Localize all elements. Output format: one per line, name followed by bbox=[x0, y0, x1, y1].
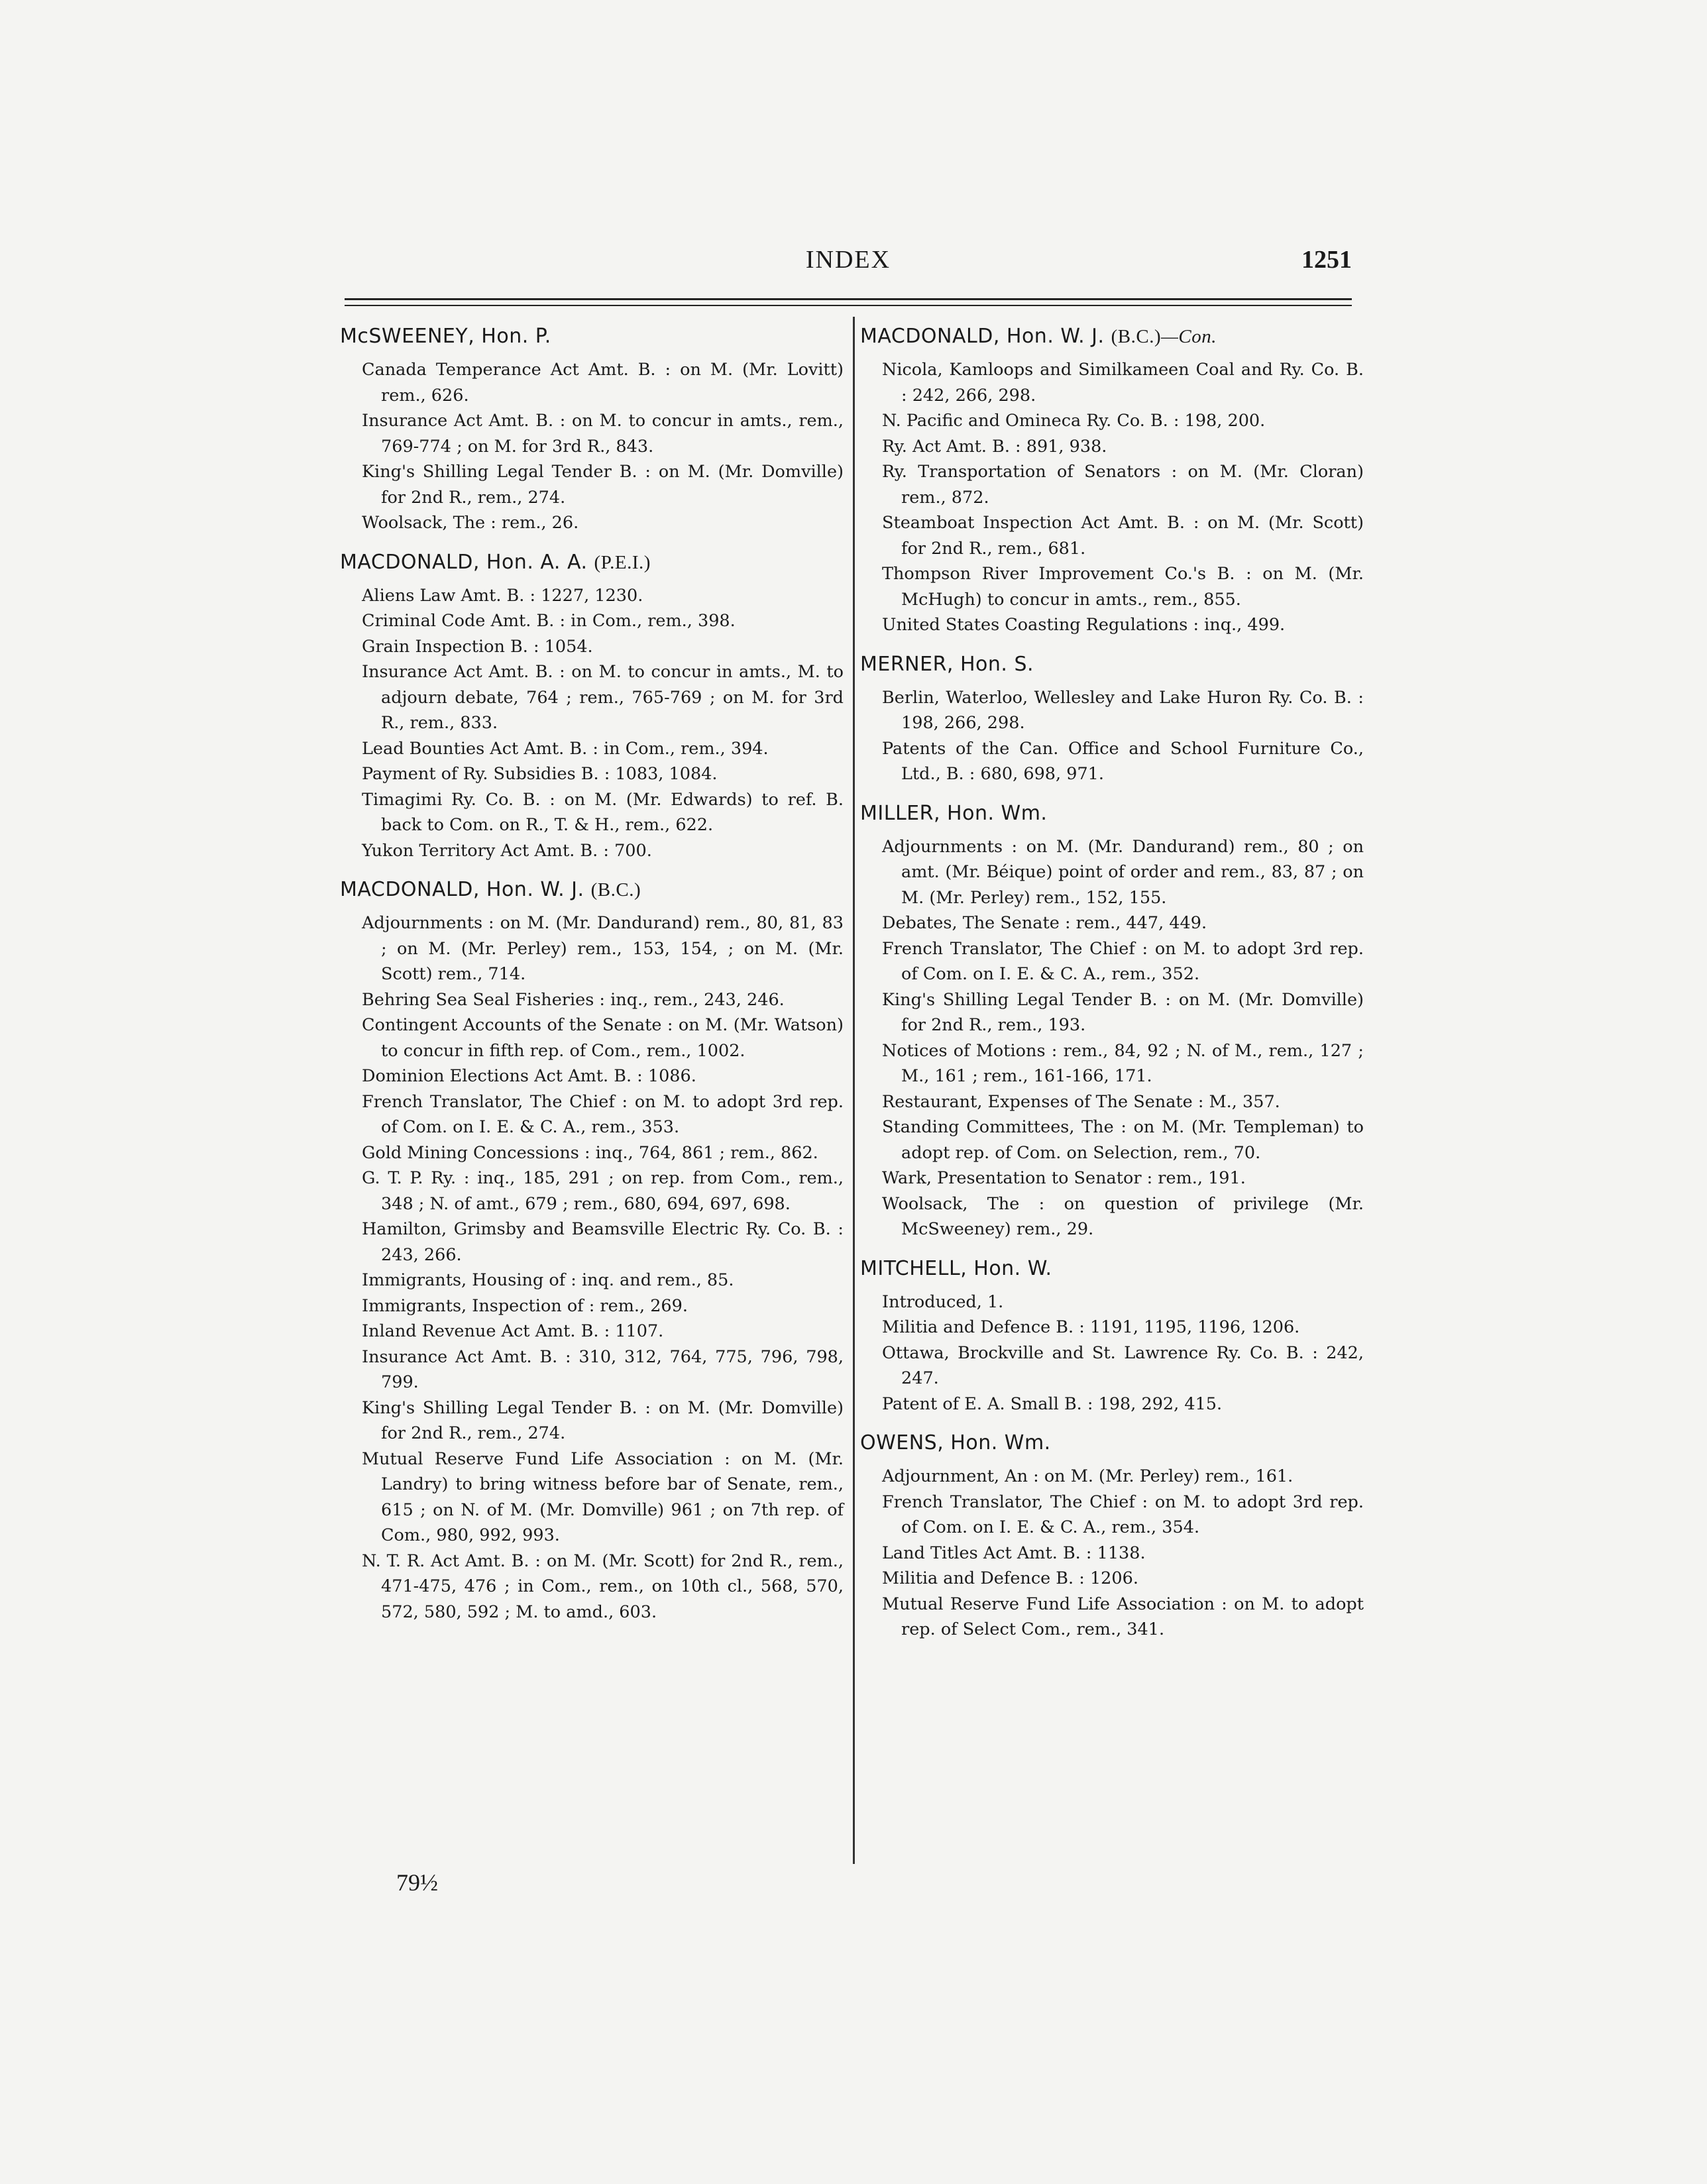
index-entry: Adjournments : on M. (Mr. Dandurand) rem., 80, 81, 83 ; on M. (Mr. Perley) rem., 153, 154, ; on M. (Mr. Scott) rem., 714. bbox=[362, 913, 844, 984]
index-entry: Insurance Act Amt. B. : on M. to concur in amts., M. to adjourn debate, 764 ; rem., 765-769 ; on M. for 3rd R., rem., 833. bbox=[362, 662, 844, 733]
index-section bbox=[340, 325, 844, 536]
index-entry: Immigrants, Inspection of : rem., 269. bbox=[362, 1295, 688, 1316]
index-section bbox=[860, 653, 1364, 787]
senator-name: MITCHELL, Hon. W. bbox=[860, 1256, 1052, 1280]
index-entry: Adjournment, An : on M. (Mr. Perley) rem., 161. bbox=[882, 1466, 1294, 1486]
section-heading bbox=[860, 1431, 1364, 1454]
index-section bbox=[860, 1257, 1364, 1417]
senator-name: OWENS, Hon. Wm. bbox=[860, 1431, 1051, 1454]
index-entry: Wark, Presentation to Senator : rem., 191. bbox=[882, 1168, 1246, 1188]
index-entry: Grain Inspection B. : 1054. bbox=[362, 636, 593, 657]
index-entry: Aliens Law Amt. B. : 1227, 1230. bbox=[362, 585, 643, 606]
index-section bbox=[340, 878, 844, 1625]
index-entry: Introduced, 1. bbox=[882, 1291, 1004, 1312]
index-entry: Dominion Elections Act Amt. B. : 1086. bbox=[362, 1066, 696, 1086]
page-number: 1251 bbox=[1301, 246, 1352, 274]
index-entry: G. T. P. Ry. : inq., 185, 291 ; on rep. from Com., rem., 348 ; N. of amt., 679 ; rem., 680, 694, 697, 698. bbox=[362, 1168, 844, 1214]
index-entry: Canada Temperance Act Amt. B. : on M. (Mr. Lovitt) rem., 626. bbox=[362, 360, 844, 406]
index-entry: N. Pacific and Omineca Ry. Co. B. : 198, 200. bbox=[882, 411, 1266, 431]
index-entry: King's Shilling Legal Tender B. : on M. (Mr. Domville) for 2nd R., rem., 193. bbox=[882, 989, 1364, 1035]
index-entry: Mutual Reserve Fund Life Association : on M. to adopt rep. of Select Com., rem., 341. bbox=[882, 1594, 1364, 1639]
senator-province: (P.E.I.) bbox=[594, 551, 651, 573]
index-entry: Gold Mining Concessions : inq., 764, 861 ; rem., 862. bbox=[362, 1142, 818, 1163]
section-heading bbox=[860, 802, 1364, 825]
header-rule-bottom bbox=[345, 305, 1352, 306]
index-entry: Inland Revenue Act Amt. B. : 1107. bbox=[362, 1321, 664, 1341]
index-entry: Standing Committees, The : on M. (Mr. Templeman) to adopt rep. of Com. on Selection, rem., 70. bbox=[882, 1117, 1364, 1163]
senator-province: (B.C.) bbox=[1111, 326, 1162, 347]
index-entry: Adjournments : on M. (Mr. Dandurand) rem., 80 ; on amt. (Mr. Béique) point of order and rem., 83, 87 ; on M. (Mr. Perley) rem., 152, 155. bbox=[882, 836, 1364, 908]
index-section bbox=[860, 802, 1364, 1242]
section-heading bbox=[860, 325, 1364, 348]
index-entry: Yukon Territory Act Amt. B. : 700. bbox=[362, 840, 652, 861]
index-entry: N. T. R. Act Amt. B. : on M. (Mr. Scott) for 2nd R., rem., 471-475, 476 ; in Com., rem., on 10th cl., 568, 570, 572, 580, 592 ; M. to amd., 603. bbox=[362, 1551, 844, 1622]
index-entry: French Translator, The Chief : on M. to adopt 3rd rep. of Com. on I. E. & C. A., rem., 354. bbox=[882, 1492, 1364, 1537]
index-entry: King's Shilling Legal Tender B. : on M. (Mr. Domville) for 2nd R., rem., 274. bbox=[362, 462, 844, 508]
index-entry: Nicola, Kamloops and Similkameen Coal and Ry. Co. B. : 242, 266, 298. bbox=[882, 360, 1364, 406]
index-section bbox=[860, 325, 1364, 638]
index-entry: Criminal Code Amt. B. : in Com., rem., 398. bbox=[362, 611, 736, 631]
senator-name: McSWEENEY, Hon. P. bbox=[340, 325, 551, 348]
index-entry: Land Titles Act Amt. B. : 1138. bbox=[882, 1543, 1146, 1563]
index-entry: Payment of Ry. Subsidies B. : 1083, 1084. bbox=[362, 764, 718, 784]
index-entry: Lead Bounties Act Amt. B. : in Com., rem., 394. bbox=[362, 738, 769, 759]
index-entry: Militia and Defence B. : 1206. bbox=[882, 1568, 1138, 1588]
senator-name: MILLER, Hon. Wm. bbox=[860, 801, 1048, 825]
index-entry: Patent of E. A. Small B. : 198, 292, 415. bbox=[882, 1393, 1223, 1414]
section-heading bbox=[340, 325, 844, 348]
page-header bbox=[345, 245, 1352, 277]
index-section bbox=[340, 551, 844, 864]
senator-name: MACDONALD, Hon. A. A. bbox=[340, 550, 588, 574]
index-entry: Mutual Reserve Fund Life Association : on M. (Mr. Landry) to bring witness before bar of Senate, rem., 615 ; on N. of M. (Mr. Domville) 961 ; on 7th rep. of Com., 980, 992, 993. bbox=[362, 1448, 844, 1545]
index-entry: Immigrants, Housing of : inq. and rem., 85. bbox=[362, 1270, 734, 1290]
index-entry: Contingent Accounts of the Senate : on M. (Mr. Watson) to concur in fifth rep. of Com., rem., 1002. bbox=[362, 1015, 844, 1061]
index-entry: Ry. Act Amt. B. : 891, 938. bbox=[882, 436, 1107, 457]
section-heading bbox=[340, 878, 844, 901]
senator-province: (B.C.) bbox=[590, 879, 641, 901]
index-entry: Restaurant, Expenses of The Senate : M., 357. bbox=[882, 1091, 1280, 1112]
index-entry: Insurance Act Amt. B. : 310, 312, 764, 775, 796, 798, 799. bbox=[362, 1346, 844, 1392]
index-entry: Debates, The Senate : rem., 447, 449. bbox=[882, 913, 1207, 933]
index-entry: Insurance Act Amt. B. : on M. to concur in amts., rem., 769-774 ; on M. for 3rd R., 843. bbox=[362, 411, 844, 457]
index-entry: Steamboat Inspection Act Amt. B. : on M. (Mr. Scott) for 2nd R., rem., 681. bbox=[882, 513, 1364, 559]
header-rule-top bbox=[345, 298, 1352, 300]
page-title: INDEX bbox=[805, 246, 891, 274]
index-entry: United States Coasting Regulations : inq., 499. bbox=[882, 615, 1286, 635]
right-column bbox=[860, 325, 1364, 1657]
index-entry: Patents of the Can. Office and School Furniture Co., Ltd., B. : 680, 698, 971. bbox=[882, 738, 1364, 784]
left-column bbox=[340, 325, 844, 1639]
continued-marker: —Con. bbox=[1161, 326, 1217, 347]
index-entry: Hamilton, Grimsby and Beamsville Electric Ry. Co. B. : 243, 266. bbox=[362, 1219, 844, 1265]
index-entry: King's Shilling Legal Tender B. : on M. (Mr. Domville) for 2nd R., rem., 274. bbox=[362, 1397, 844, 1443]
index-entry: Ry. Transportation of Senators : on M. (Mr. Cloran) rem., 872. bbox=[882, 462, 1364, 508]
senator-name: MACDONALD, Hon. W. J. bbox=[340, 878, 584, 901]
index-entry: Behring Sea Seal Fisheries : inq., rem., 243, 246. bbox=[362, 989, 785, 1010]
index-entry: Thompson River Improvement Co.'s B. : on M. (Mr. McHugh) to concur in amts., rem., 855. bbox=[882, 564, 1364, 610]
signature-mark: 79½ bbox=[396, 1869, 438, 1896]
index-entry: Notices of Motions : rem., 84, 92 ; N. of M., rem., 127 ; M., 161 ; rem., 161-166, 171. bbox=[882, 1040, 1364, 1086]
section-heading bbox=[340, 551, 844, 574]
index-entry: Woolsack, The : on question of privilege (Mr. McSweeney) rem., 29. bbox=[882, 1193, 1364, 1239]
column-divider bbox=[853, 317, 855, 1864]
index-entry: French Translator, The Chief : on M. to adopt 3rd rep. of Com. on I. E. & C. A., rem., 352. bbox=[882, 938, 1364, 984]
index-entry: Timagimi Ry. Co. B. : on M. (Mr. Edwards) to ref. B. back to Com. on R., T. & H., rem., 622. bbox=[362, 789, 844, 835]
section-heading bbox=[860, 653, 1364, 676]
index-entry: French Translator, The Chief : on M. to adopt 3rd rep. of Com. on I. E. & C. A., rem., 353. bbox=[362, 1091, 844, 1137]
senator-name: MERNER, Hon. S. bbox=[860, 652, 1034, 676]
index-section bbox=[860, 1431, 1364, 1643]
index-entry: Ottawa, Brockville and St. Lawrence Ry. Co. B. : 242, 247. bbox=[882, 1342, 1364, 1388]
index-entry: Woolsack, The : rem., 26. bbox=[362, 513, 579, 533]
index-entry: Berlin, Waterloo, Wellesley and Lake Huron Ry. Co. B. : 198, 266, 298. bbox=[882, 687, 1364, 733]
senator-name: MACDONALD, Hon. W. J. bbox=[860, 325, 1105, 348]
index-entry: Militia and Defence B. : 1191, 1195, 1196, 1206. bbox=[882, 1317, 1300, 1337]
section-heading bbox=[860, 1257, 1364, 1280]
